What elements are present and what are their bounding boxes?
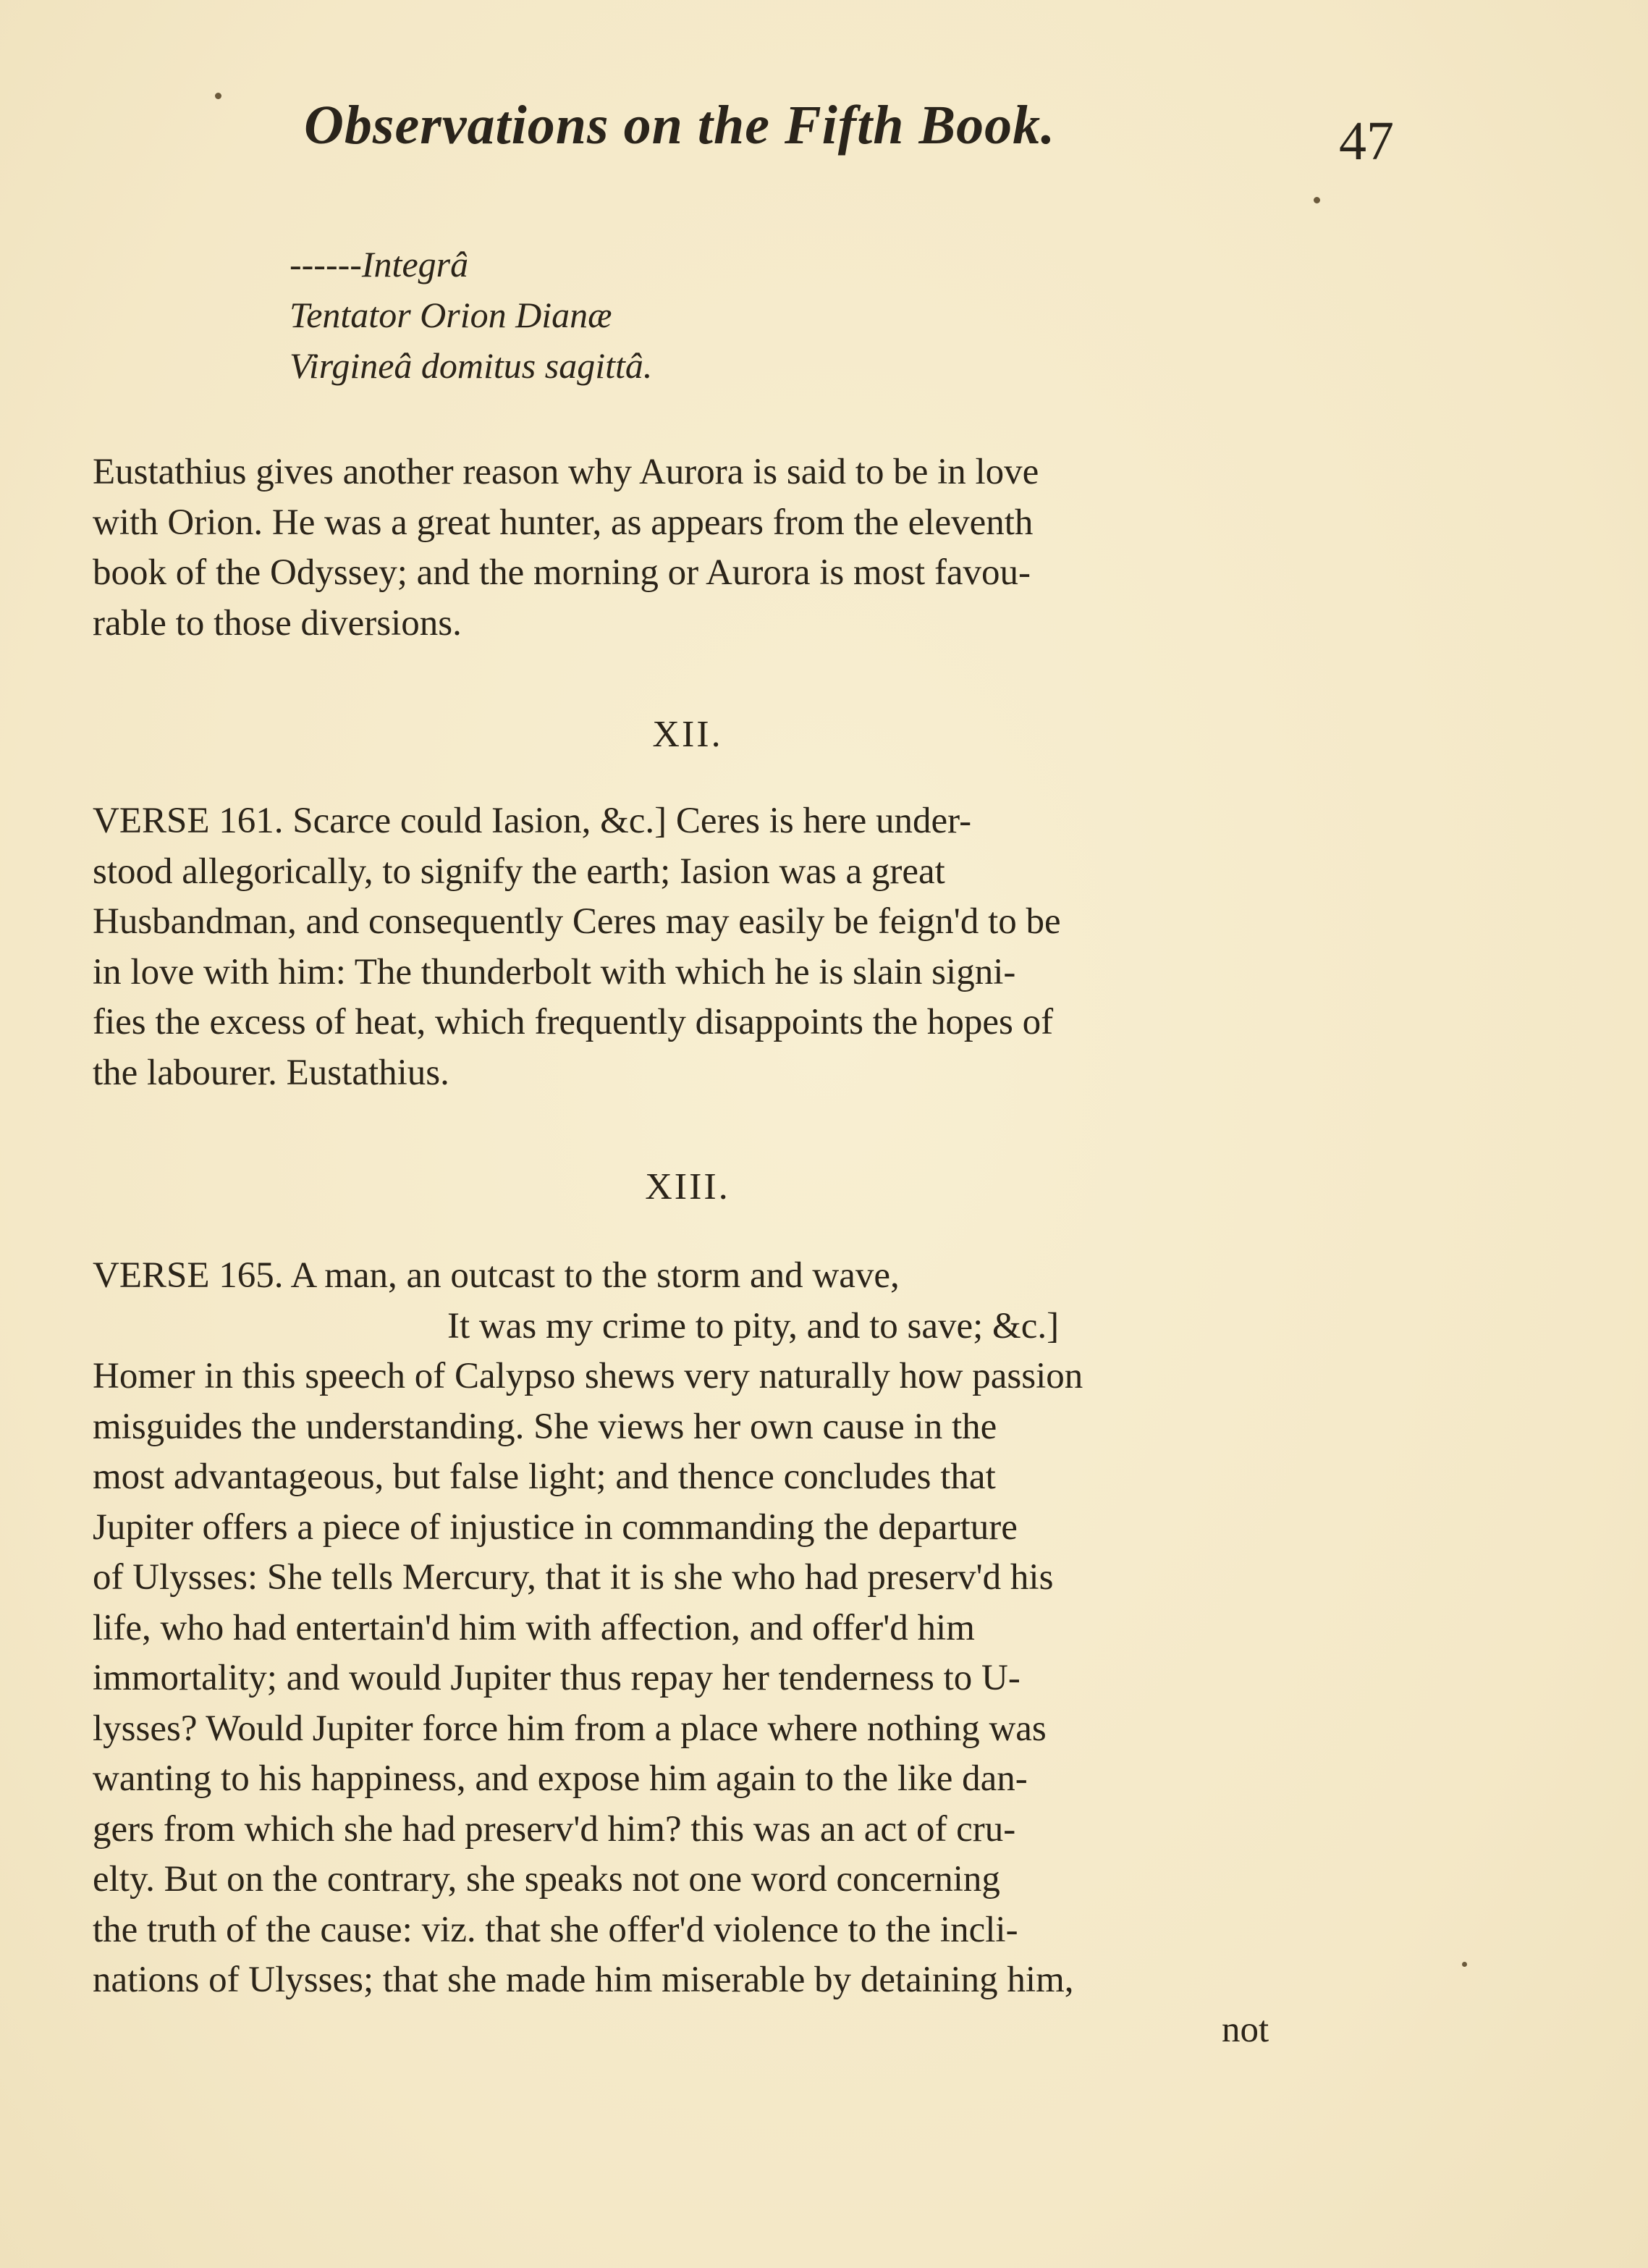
text-line: Eustathius gives another reason why Aurora is said to be in love — [93, 452, 1039, 492]
section-xii-text — [93, 796, 1283, 1098]
section-numeral-xii: XII. — [652, 714, 723, 755]
quote-line: ------Integrâ — [290, 244, 469, 284]
paper-speck — [215, 93, 221, 99]
text-line: rable to those diversions. — [93, 602, 462, 644]
text-line: book of the Odyssey; and the morning or Aurora is most favou- — [93, 552, 1031, 593]
verse-citation-continued: It was my crime to pity, and to save; &c.] — [447, 1305, 1060, 1346]
text-line: Husbandman, and consequently Ceres may easily be feign'd to be — [93, 901, 1061, 942]
running-title: Observations on the Fifth Book. — [304, 95, 1056, 156]
text-line: fies the excess of heat, which frequently disappoints the hopes of — [93, 1002, 1054, 1042]
paper-speck — [1462, 1962, 1467, 1967]
section-xiii-text — [93, 1251, 1283, 2006]
text-line: the truth of the cause: viz. that she offer'd violence to the incli- — [93, 1909, 1018, 1950]
text-line: of Ulysses: She tells Mercury, that it is she who had preserv'd his — [93, 1557, 1054, 1598]
paragraph-eustathius — [93, 447, 1283, 649]
text-line: Homer in this speech of Calypso shews very naturally how passion — [93, 1356, 1083, 1396]
text-line: misguides the understanding. She views her own cause in the — [93, 1406, 997, 1447]
paper-speck — [1314, 197, 1320, 203]
text-line: VERSE 161. Scarce could Iasion, &c.] Ceres is here under- — [93, 801, 972, 841]
quote-line: Virgineâ domitus sagittâ. — [290, 345, 653, 386]
text-line: nations of Ulysses; that she made him miserable by detaining him, — [93, 1960, 1074, 2000]
text-line: stood allegorically, to signify the earth; Iasion was a great — [93, 851, 945, 892]
quote-line: Tentator Orion Dianæ — [290, 295, 612, 335]
catchword: not — [1222, 2010, 1269, 2050]
text-line: gers from which she had preserv'd him? this was an act of cru- — [93, 1808, 1016, 1850]
text-line: in love with him: The thunderbolt with which he is slain signi- — [93, 951, 1016, 992]
text-line: most advantageous, but false light; and thence concludes that — [93, 1457, 996, 1497]
text-line: with Orion. He was a great hunter, as appears from the eleventh — [93, 502, 1034, 543]
text-line: lysses? Would Jupiter force him from a place where nothing was — [93, 1708, 1047, 1749]
page-number: 47 — [1339, 111, 1394, 172]
text-line: wanting to his happiness, and expose him again to the like dan- — [93, 1758, 1028, 1799]
text-line: Jupiter offers a piece of injustice in commanding the departure — [93, 1506, 1018, 1548]
text-line: the labourer. Eustathius. — [93, 1052, 449, 1093]
text-line: life, who had entertain'd him with affection, and offer'd him — [93, 1607, 975, 1648]
verse-citation: VERSE 165. A man, an outcast to the storm and wave, — [93, 1255, 900, 1296]
text-line: immortality; and would Jupiter thus repay her tenderness to U- — [93, 1658, 1021, 1698]
latin-quotation — [290, 239, 652, 391]
text-line: elty. But on the contrary, she speaks not one word concerning — [93, 1859, 1000, 1900]
section-numeral-xiii: XIII. — [645, 1166, 730, 1207]
